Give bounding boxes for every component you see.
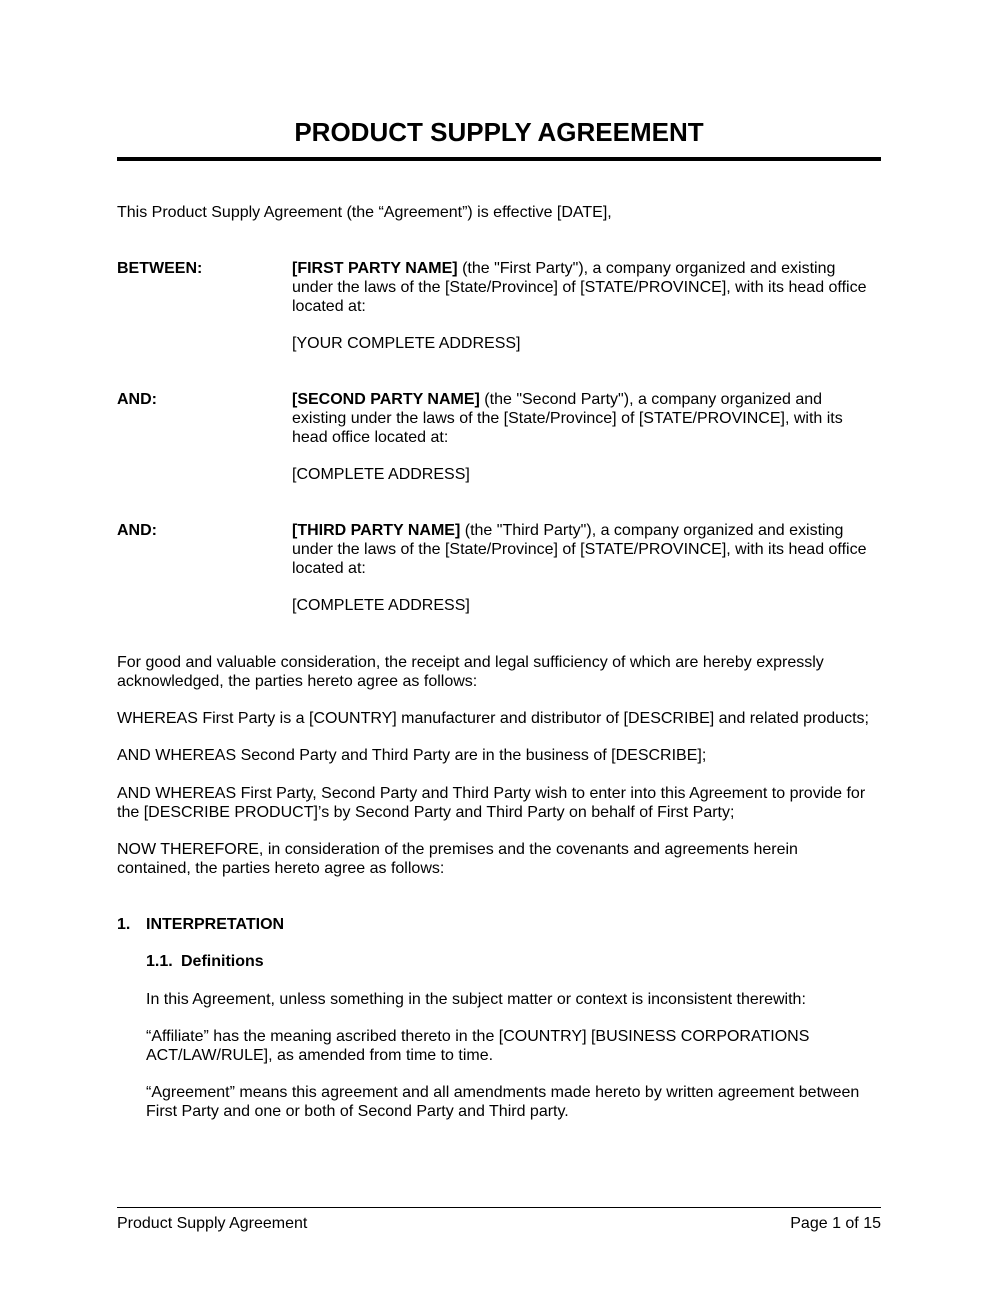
footer-rule bbox=[117, 1207, 881, 1208]
party-third-line2: under the laws of the [State/Province] of [STATE/PROVINCE], with its head office bbox=[292, 541, 867, 558]
party-label-and-second: AND: bbox=[117, 391, 157, 408]
whereas-first-paragraph: WHEREAS First Party is a [COUNTRY] manufacturer and distributor of [DESCRIBE] and related products; bbox=[117, 710, 869, 727]
footer-page-number: Page 1 of 15 bbox=[790, 1215, 881, 1232]
subsection-heading-definitions bbox=[146, 952, 886, 971]
party-third-description bbox=[292, 521, 884, 578]
title-rule bbox=[117, 157, 881, 161]
footer-document-name: Product Supply Agreement bbox=[117, 1215, 308, 1232]
party-first-name: [FIRST PARTY NAME] bbox=[292, 260, 458, 277]
definitions-lead-paragraph: In this Agreement, unless something in the subject matter or context is inconsistent therewith: bbox=[146, 991, 806, 1008]
section-heading-interpretation bbox=[117, 915, 887, 934]
subsection-title: Definitions bbox=[181, 953, 264, 970]
party-label-between: BETWEEN: bbox=[117, 260, 203, 277]
party-second-line3: head office located at: bbox=[292, 429, 449, 446]
party-second-line1: [SECOND PARTY NAME] (the "Second Party"), a company organized and bbox=[292, 391, 823, 408]
party-first-line1: [FIRST PARTY NAME] (the "First Party"), a company organized and existing bbox=[292, 260, 836, 277]
party-third-name: [THIRD PARTY NAME] bbox=[292, 522, 461, 539]
definition-agreement: “Agreement” means this agreement and all amendments made hereto by written agreement between First Party and one or both of Second Party and Third party. bbox=[146, 1084, 860, 1120]
party-third-address: [COMPLETE ADDRESS] bbox=[292, 597, 470, 614]
consideration-paragraph: For good and valuable consideration, the receipt and legal sufficiency of which are hereby expressly acknowledged, the parties hereto agree as follows: bbox=[117, 654, 824, 690]
section-number: 1. bbox=[117, 916, 131, 933]
party-second-description bbox=[292, 390, 884, 447]
definition-affiliate: “Affiliate” has the meaning ascribed thereto in the [COUNTRY] [BUSINESS CORPORATIONS ACT/LAW/RULE], as amended from time to time. bbox=[146, 1028, 810, 1064]
intro-paragraph: This Product Supply Agreement (the “Agreement”) is effective [DATE], bbox=[117, 204, 612, 221]
party-first-line3: located at: bbox=[292, 298, 366, 315]
section-title: INTERPRETATION bbox=[146, 916, 285, 933]
party-label-and-third: AND: bbox=[117, 522, 157, 539]
now-therefore-paragraph: NOW THEREFORE, in consideration of the premises and the covenants and agreements herein contained, the parties hereto agree as follows: bbox=[117, 841, 798, 877]
party-first-line2: under the laws of the [State/Province] of [STATE/PROVINCE], with its head office bbox=[292, 279, 867, 296]
subsection-number: 1.1. bbox=[146, 953, 173, 970]
party-second-address: [COMPLETE ADDRESS] bbox=[292, 466, 470, 483]
party-first-description bbox=[292, 259, 884, 316]
whereas-second-paragraph: AND WHEREAS Second Party and Third Party are in the business of [DESCRIBE]; bbox=[117, 747, 707, 764]
page-title: PRODUCT SUPPLY AGREEMENT bbox=[294, 117, 704, 147]
party-third-line3: located at: bbox=[292, 560, 366, 577]
party-second-line2: existing under the laws of the [State/Province] of [STATE/PROVINCE], with its bbox=[292, 410, 843, 427]
whereas-third-paragraph: AND WHEREAS First Party, Second Party and Third Party wish to enter into this Agreement to provide for the [DESCRIBE PRODUCT]’s by Second Party and Third Party on behalf of First Party; bbox=[117, 785, 866, 821]
party-third-line1: [THIRD PARTY NAME] (the "Third Party"), a company organized and existing bbox=[292, 522, 844, 539]
party-second-name: [SECOND PARTY NAME] bbox=[292, 391, 480, 408]
party-first-address: [YOUR COMPLETE ADDRESS] bbox=[292, 335, 521, 352]
